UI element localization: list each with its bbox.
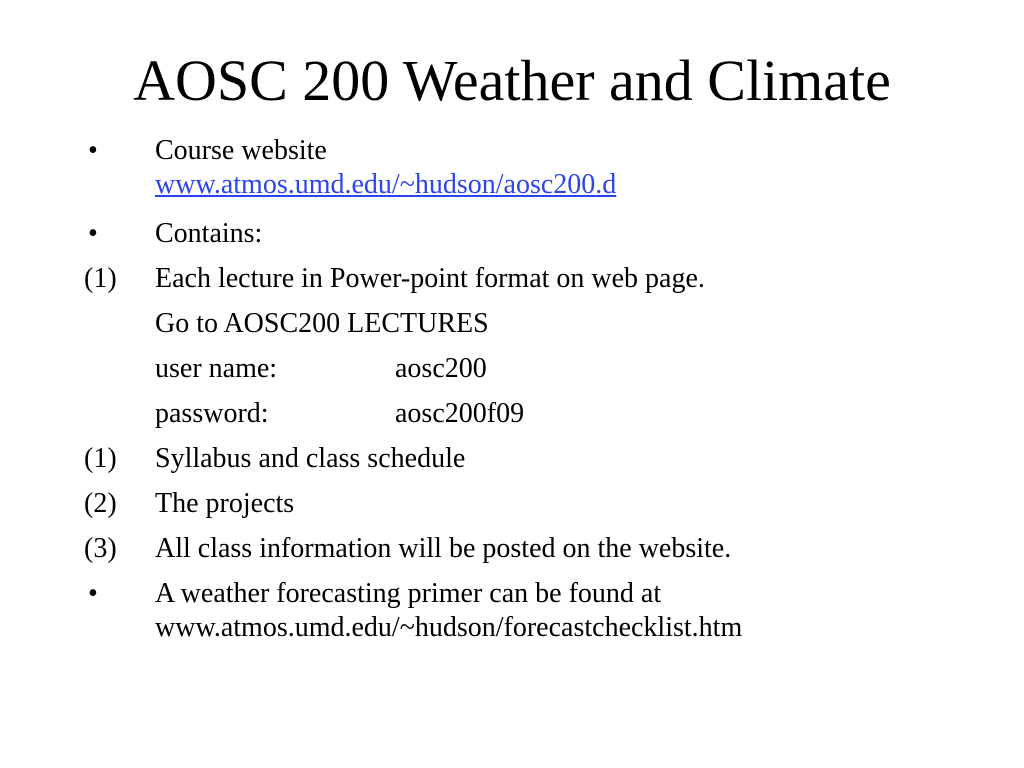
syllabus-text: Syllabus and class schedule <box>155 443 466 474</box>
user-name-label: user name: <box>155 353 278 384</box>
user-name-value: aosc200 <box>395 353 487 384</box>
class-information-text: All class information will be posted on the website. <box>155 533 732 564</box>
go-to-lectures-text: Go to AOSC200 LECTURES <box>155 308 489 339</box>
number-marker: (1) <box>84 263 117 294</box>
list-item-text <box>155 262 1005 296</box>
list-item-text <box>155 134 1005 202</box>
course-website-link[interactable]: www.atmos.umd.edu/~hudson/aosc200.d <box>155 169 617 200</box>
lectures-text: Each lecture in Power-point format on web page. <box>155 263 705 294</box>
contains-label: Contains: <box>155 218 263 249</box>
bullet-marker: • <box>88 135 98 166</box>
bullet-marker: • <box>88 218 98 249</box>
bullet-marker: • <box>88 578 98 609</box>
list-item-text <box>155 397 1005 431</box>
forecasting-primer-url: www.atmos.umd.edu/~hudson/forecastchecklist.htm <box>155 612 743 643</box>
list-item-text <box>155 307 1005 341</box>
number-marker: (3) <box>84 533 117 564</box>
number-marker: (2) <box>84 488 117 519</box>
course-website-label: Course website <box>155 135 327 166</box>
list-item-text <box>155 532 1005 566</box>
list-item-text <box>155 577 1005 645</box>
list-item-text <box>155 487 1005 521</box>
password-value: aosc200f09 <box>395 398 525 429</box>
projects-text: The projects <box>155 488 295 519</box>
list-item-text <box>155 217 1005 251</box>
forecasting-primer-text: A weather forecasting primer can be found at <box>155 578 662 609</box>
list-item-text <box>155 442 1005 476</box>
list-item-text <box>155 352 1005 386</box>
number-marker: (1) <box>84 443 117 474</box>
slide-title: AOSC 200 Weather and Climate <box>133 48 891 113</box>
password-label: password: <box>155 398 269 429</box>
